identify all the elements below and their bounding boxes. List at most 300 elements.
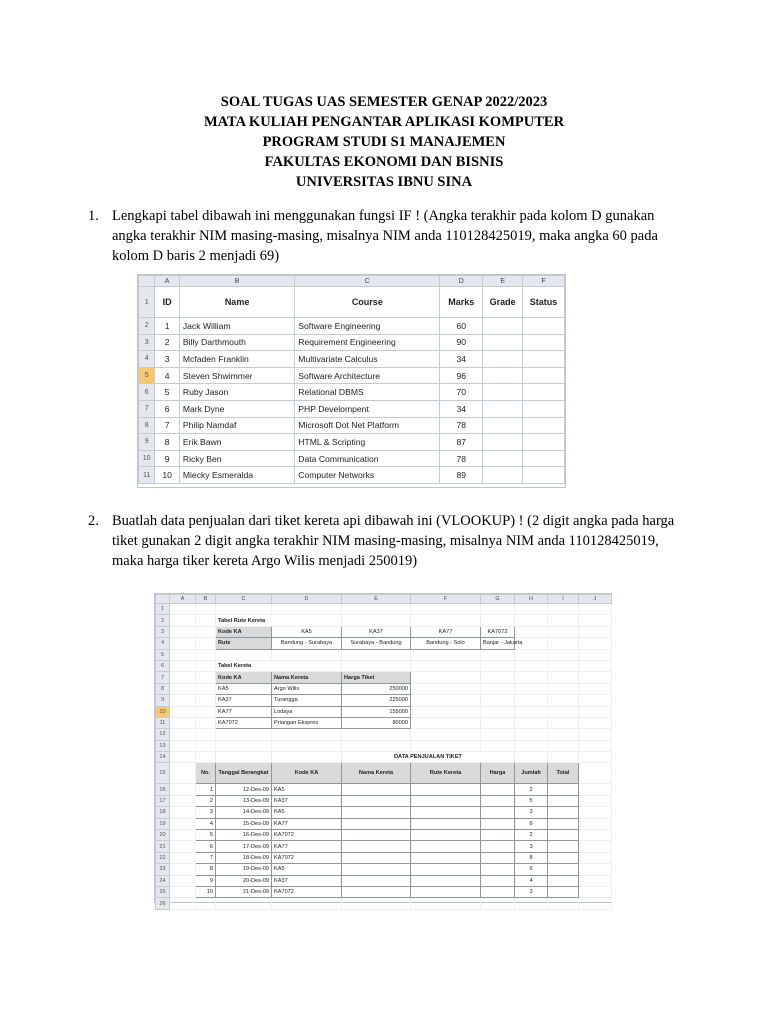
table-cell: Miecky Esmeralda [179, 467, 294, 484]
empty-cell [548, 626, 579, 637]
empty-cell [170, 626, 196, 637]
table-cell [483, 367, 523, 384]
empty-cell [196, 706, 216, 717]
empty-cell [196, 717, 216, 728]
sales-cell: 4 [196, 818, 216, 829]
rute-kode-cell: KA77 [411, 626, 481, 637]
spreadsheet-students [137, 274, 566, 488]
kereta-cell: 250000 [342, 683, 411, 694]
sales-cell: 15-Des-09 [216, 818, 272, 829]
empty-cell [342, 740, 411, 751]
row-header: 10 [156, 706, 170, 717]
empty-cell [515, 740, 548, 751]
column-header: J [579, 595, 612, 604]
sales-header-cell: Jumlah [515, 763, 548, 784]
sales-cell: 6 [515, 818, 548, 829]
empty-cell [411, 604, 481, 615]
sheet-row [156, 706, 612, 717]
sales-cell: 7 [196, 852, 216, 863]
sheet-row [156, 695, 612, 706]
row-header: 1 [139, 287, 155, 318]
header-cell: Grade [483, 287, 523, 318]
column-header: G [481, 595, 515, 604]
sales-cell [481, 864, 515, 875]
header-cell: Marks [440, 287, 483, 318]
header-cell: ID [155, 287, 180, 318]
empty-cell [515, 649, 548, 660]
row-header: 7 [139, 400, 155, 417]
empty-cell [579, 795, 612, 806]
row-header: 4 [156, 638, 170, 649]
empty-cell [196, 729, 216, 740]
empty-cell [170, 706, 196, 717]
sales-cell [548, 830, 579, 841]
row-header: 11 [156, 717, 170, 728]
empty-cell [579, 717, 612, 728]
sheet-row [156, 683, 612, 694]
sales-cell [481, 807, 515, 818]
empty-cell [548, 695, 579, 706]
sales-cell [411, 841, 481, 852]
sales-cell: KA5 [272, 864, 342, 875]
sales-cell: 6 [515, 864, 548, 875]
table-cell: Computer Networks [295, 467, 440, 484]
sales-cell [411, 795, 481, 806]
column-header: F [411, 595, 481, 604]
empty-cell [342, 604, 411, 615]
kereta-cell: 80000 [342, 717, 411, 728]
empty-cell [272, 752, 342, 763]
empty-cell [579, 763, 612, 784]
empty-cell [170, 795, 196, 806]
empty-cell [170, 818, 196, 829]
table-cell [483, 384, 523, 401]
table-cell [523, 318, 565, 335]
sales-cell [481, 886, 515, 897]
empty-cell [579, 695, 612, 706]
sales-cell [411, 784, 481, 795]
empty-cell [579, 626, 612, 637]
row-header: 4 [139, 351, 155, 368]
sheet-row [156, 763, 612, 784]
sales-cell: 10 [196, 886, 216, 897]
sales-cell [342, 830, 411, 841]
sales-cell: 5 [515, 795, 548, 806]
empty-cell [170, 752, 196, 763]
sales-cell [342, 864, 411, 875]
empty-cell [579, 818, 612, 829]
sheet-row [156, 818, 612, 829]
empty-cell [579, 638, 612, 649]
sales-cell [481, 795, 515, 806]
table-cell: Jack William [179, 318, 294, 335]
sales-cell [548, 818, 579, 829]
sheet-row [156, 795, 612, 806]
table-row [139, 450, 565, 467]
row-header: 12 [156, 729, 170, 740]
empty-cell [272, 898, 342, 909]
sales-cell: 12-Des-09 [216, 784, 272, 795]
row-header: 9 [139, 434, 155, 451]
kereta-cell: 155000 [342, 706, 411, 717]
sales-cell: 5 [196, 830, 216, 841]
sales-cell [342, 818, 411, 829]
sales-header-cell: Total [548, 763, 579, 784]
empty-cell [515, 752, 548, 763]
empty-cell [548, 672, 579, 683]
column-header: I [548, 595, 579, 604]
empty-cell [548, 706, 579, 717]
row-header: 6 [139, 384, 155, 401]
sales-cell [411, 807, 481, 818]
row-header: 7 [156, 672, 170, 683]
table-cell [523, 434, 565, 451]
empty-cell [515, 695, 548, 706]
column-header: D [440, 276, 483, 287]
table-cell: HTML & Scripting [295, 434, 440, 451]
table-cell: 90 [440, 334, 483, 351]
empty-cell [481, 615, 515, 626]
empty-cell [481, 672, 515, 683]
sales-cell: KA7072 [272, 852, 342, 863]
table-cell [523, 351, 565, 368]
empty-cell [196, 683, 216, 694]
kereta-header-cell: Harga Tiket [342, 672, 411, 683]
question-1 [88, 206, 690, 266]
rute-kode-cell: KA37 [342, 626, 411, 637]
empty-cell [481, 717, 515, 728]
empty-cell [515, 717, 548, 728]
rute-kode-cell: KA7072 [481, 626, 515, 637]
empty-cell [272, 740, 342, 751]
table-cell: Philip Namdaf [179, 417, 294, 434]
table-row [139, 467, 565, 484]
table-cell: 3 [155, 351, 180, 368]
sales-cell [342, 886, 411, 897]
question-2-text: Buatlah data penjualan dari tiket kereta api dibawah ini (VLOOKUP) ! (2 digit angka pada harga tiket gunakan 2 digit angka terakhir NIM masing-masing, misalnya NIM anda 110128425019, maka harga tiker kereta Argo Wilis menjadi 250019) [112, 513, 675, 569]
row-header: 16 [156, 784, 170, 795]
table-cell: 8 [155, 434, 180, 451]
empty-cell [170, 695, 196, 706]
column-header: C [295, 276, 440, 287]
empty-cell [216, 604, 272, 615]
empty-cell [272, 604, 342, 615]
sales-cell [548, 784, 579, 795]
sales-cell: 13-Des-09 [216, 795, 272, 806]
empty-cell [170, 649, 196, 660]
sales-cell: 3 [515, 886, 548, 897]
empty-cell [411, 649, 481, 660]
sales-cell: KA5 [272, 784, 342, 795]
document-header [0, 92, 768, 192]
question-2-number: 2. [88, 513, 99, 529]
kereta-header-cell: Kode KA [216, 672, 272, 683]
table-cell: Ricky Ben [179, 450, 294, 467]
kereta-cell: KA7072 [216, 717, 272, 728]
row-header: 26 [156, 898, 170, 909]
empty-cell [342, 729, 411, 740]
sales-cell [481, 830, 515, 841]
empty-cell [579, 875, 612, 886]
table-cell [523, 450, 565, 467]
empty-cell [579, 830, 612, 841]
sales-cell [481, 841, 515, 852]
row-header: 14 [156, 752, 170, 763]
header-cell: Name [179, 287, 294, 318]
sheet-row [156, 626, 612, 637]
header-cell: Status [523, 287, 565, 318]
empty-cell [515, 729, 548, 740]
row-header: 22 [156, 852, 170, 863]
column-header-row [156, 595, 612, 604]
table-cell: 34 [440, 351, 483, 368]
kereta-cell: KA5 [216, 683, 272, 694]
empty-cell [579, 660, 612, 671]
table-cell [483, 351, 523, 368]
row-header: 25 [156, 886, 170, 897]
row-header: 21 [156, 841, 170, 852]
table-row [139, 367, 565, 384]
column-header: E [342, 595, 411, 604]
sales-cell [481, 818, 515, 829]
sales-cell: 3 [515, 807, 548, 818]
empty-cell [196, 898, 216, 909]
sales-cell: 1 [196, 784, 216, 795]
empty-cell [548, 683, 579, 694]
table-cell: Relational DBMS [295, 384, 440, 401]
empty-cell [342, 898, 411, 909]
empty-cell [272, 649, 342, 660]
empty-cell [579, 683, 612, 694]
sales-cell: 4 [515, 875, 548, 886]
table-cell: Billy Darthmouth [179, 334, 294, 351]
rute-table-title: Tabel Rute Kereta [216, 615, 342, 626]
empty-cell [342, 660, 411, 671]
row-header: 5 [156, 649, 170, 660]
row-header: 10 [139, 450, 155, 467]
empty-cell [579, 852, 612, 863]
empty-cell [196, 740, 216, 751]
empty-cell [548, 729, 579, 740]
table-row [139, 417, 565, 434]
table-cell [483, 434, 523, 451]
empty-cell [515, 672, 548, 683]
row-header: 1 [156, 604, 170, 615]
row-header: 17 [156, 795, 170, 806]
sheet-row [156, 717, 612, 728]
sales-header-cell: Kode KA [272, 763, 342, 784]
empty-cell [216, 898, 272, 909]
sales-header-cell: Nama Kereta [342, 763, 411, 784]
table-cell: Steven Shwimmer [179, 367, 294, 384]
sales-cell [342, 841, 411, 852]
table-cell [483, 318, 523, 335]
empty-cell [579, 672, 612, 683]
sales-cell: KA37 [272, 795, 342, 806]
empty-cell [272, 729, 342, 740]
sales-cell: 19-Des-09 [216, 864, 272, 875]
sheet-row [156, 898, 612, 909]
empty-cell [196, 752, 216, 763]
sales-cell [411, 852, 481, 863]
rute-label-rute: Rute [216, 638, 272, 649]
empty-cell [196, 626, 216, 637]
sales-cell: 16-Des-09 [216, 830, 272, 841]
empty-cell [170, 672, 196, 683]
sheet-row [156, 830, 612, 841]
table-cell [483, 417, 523, 434]
kereta-cell: 225000 [342, 695, 411, 706]
table-cell: Ruby Jason [179, 384, 294, 401]
column-header: A [170, 595, 196, 604]
empty-cell [579, 729, 612, 740]
sheet-row [156, 660, 612, 671]
sales-cell: 3 [515, 841, 548, 852]
sales-cell [411, 886, 481, 897]
rute-value-cell: Bandung - Surabaya [272, 638, 342, 649]
empty-cell [515, 604, 548, 615]
table-row [139, 334, 565, 351]
kereta-cell: Argo Wilis [272, 683, 342, 694]
table-cell: 78 [440, 450, 483, 467]
empty-cell [196, 615, 216, 626]
row-header: 11 [139, 467, 155, 484]
rute-value-cell: Bandung - Solo [411, 638, 481, 649]
sales-cell: 8 [196, 864, 216, 875]
empty-cell [411, 615, 481, 626]
sales-cell: KA77 [272, 818, 342, 829]
sales-cell: 14-Des-09 [216, 807, 272, 818]
empty-cell [548, 660, 579, 671]
header-line-1: SOAL TUGAS UAS SEMESTER GENAP 2022/2023 [220, 94, 548, 110]
rute-label-kode: Kode KA [216, 626, 272, 637]
empty-cell [579, 898, 612, 909]
column-header: B [179, 276, 294, 287]
empty-cell [548, 615, 579, 626]
empty-cell [481, 695, 515, 706]
sales-cell: 2 [515, 784, 548, 795]
empty-cell [216, 649, 272, 660]
corner-cell [156, 595, 170, 604]
kereta-table-title: Tabel Kereta [216, 660, 342, 671]
empty-cell [481, 706, 515, 717]
row-header: 19 [156, 818, 170, 829]
table-row [139, 318, 565, 335]
sales-cell [548, 886, 579, 897]
table-cell: 87 [440, 434, 483, 451]
empty-cell [579, 740, 612, 751]
sales-cell: 20-Des-09 [216, 875, 272, 886]
empty-cell [548, 898, 579, 909]
empty-cell [411, 717, 481, 728]
train-sales-table [155, 594, 612, 910]
empty-cell [481, 683, 515, 694]
empty-cell [170, 615, 196, 626]
sheet-row [156, 752, 612, 763]
sales-cell: 21-Des-09 [216, 886, 272, 897]
column-header: B [196, 595, 216, 604]
table-cell: 5 [155, 384, 180, 401]
empty-cell [411, 729, 481, 740]
column-header: C [216, 595, 272, 604]
table-cell [523, 334, 565, 351]
column-header: F [523, 276, 565, 287]
empty-cell [481, 898, 515, 909]
sales-cell [342, 807, 411, 818]
sales-cell: 18-Des-09 [216, 852, 272, 863]
table-cell: Requirement Engineering [295, 334, 440, 351]
empty-cell [170, 875, 196, 886]
sales-table-title: DATA PENJUALAN TIKET [342, 752, 515, 763]
table-header-row [139, 287, 565, 318]
row-header: 18 [156, 807, 170, 818]
column-header-row [139, 276, 565, 287]
row-header: 13 [156, 740, 170, 751]
empty-cell [170, 898, 196, 909]
sales-cell [411, 864, 481, 875]
spreadsheet-train-sales [154, 593, 612, 907]
table-cell [483, 334, 523, 351]
question-1-text: Lengkapi tabel dibawah ini menggunakan fungsi IF ! (Angka terakhir pada kolom D gunakan angka terakhir NIM masing-masing, misalnya NIM anda 110128425019, maka angka 60 pada kolom D baris 2 menjadi 69) [112, 208, 658, 264]
table-cell: Data Communication [295, 450, 440, 467]
empty-cell [411, 898, 481, 909]
sheet-row [156, 740, 612, 751]
empty-cell [196, 649, 216, 660]
column-header: D [272, 595, 342, 604]
empty-cell [481, 660, 515, 671]
empty-cell [548, 638, 579, 649]
empty-cell [579, 706, 612, 717]
sheet-row [156, 852, 612, 863]
empty-cell [548, 604, 579, 615]
empty-cell [548, 752, 579, 763]
table-cell: 89 [440, 467, 483, 484]
row-header: 3 [156, 626, 170, 637]
sales-cell [548, 875, 579, 886]
sales-cell [411, 875, 481, 886]
table-cell [483, 467, 523, 484]
empty-cell [411, 672, 481, 683]
empty-cell [481, 649, 515, 660]
sheet-row [156, 638, 612, 649]
sales-cell [548, 795, 579, 806]
sales-cell [481, 852, 515, 863]
empty-cell [196, 672, 216, 683]
row-header: 2 [139, 318, 155, 335]
sheet-row [156, 841, 612, 852]
empty-cell [579, 649, 612, 660]
empty-cell [170, 830, 196, 841]
sheet-row [156, 672, 612, 683]
sales-cell: KA7072 [272, 830, 342, 841]
question-1-number: 1. [88, 208, 99, 224]
rute-value-cell: Banjar - Jakarta [481, 638, 515, 649]
rute-kode-cell: KA5 [272, 626, 342, 637]
sales-cell [548, 841, 579, 852]
empty-cell [548, 717, 579, 728]
empty-cell [579, 841, 612, 852]
empty-cell [170, 852, 196, 863]
empty-cell [579, 752, 612, 763]
empty-cell [170, 886, 196, 897]
sales-cell [411, 830, 481, 841]
empty-cell [170, 864, 196, 875]
table-cell: Erik Bawn [179, 434, 294, 451]
kereta-cell: KA77 [216, 706, 272, 717]
table-cell: 1 [155, 318, 180, 335]
table-cell: 60 [440, 318, 483, 335]
table-cell [523, 467, 565, 484]
